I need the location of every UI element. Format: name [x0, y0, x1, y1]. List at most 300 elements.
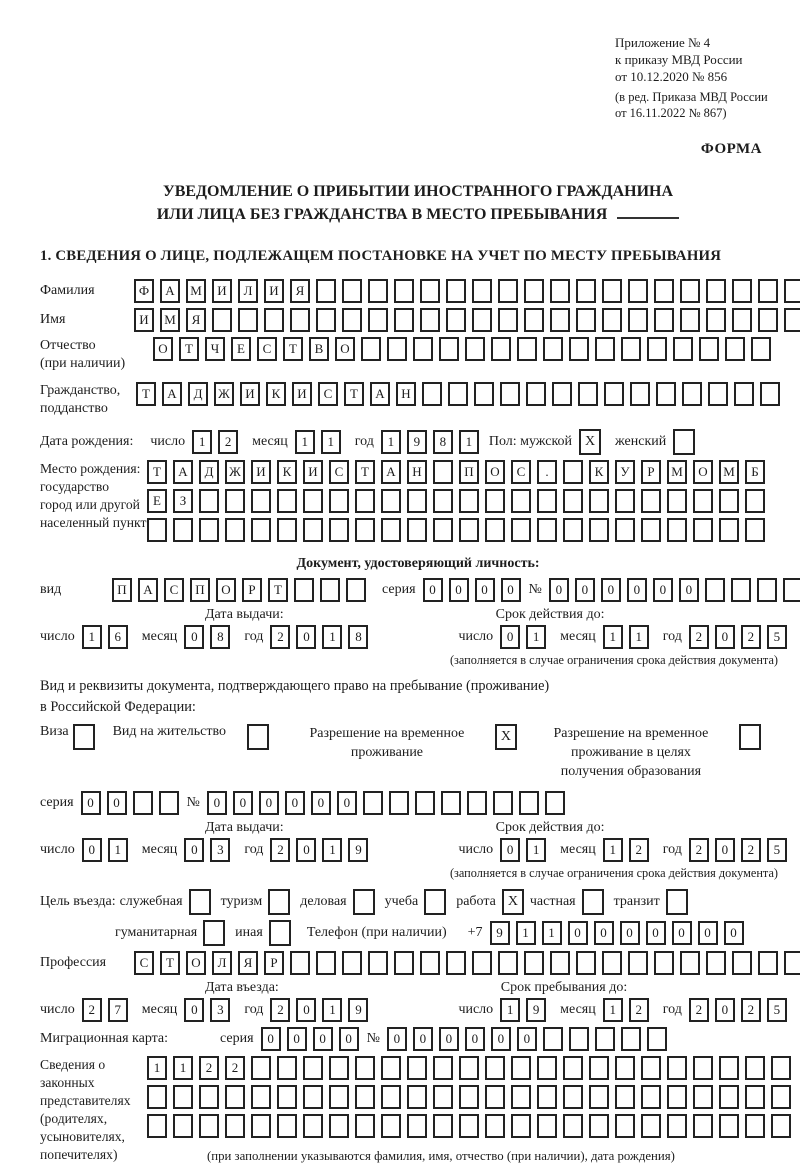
char-cell[interactable]: А [138, 578, 158, 602]
char-cell[interactable] [758, 308, 778, 332]
char-cell[interactable]: Л [238, 279, 258, 303]
char-cell[interactable]: 2 [629, 838, 649, 862]
char-cell[interactable]: 0 [184, 838, 204, 862]
char-cell[interactable] [511, 1114, 531, 1138]
char-cell[interactable]: 5 [767, 838, 787, 862]
char-cell[interactable] [699, 337, 719, 361]
char-cell[interactable] [465, 337, 485, 361]
char-cell[interactable]: 1 [108, 838, 128, 862]
char-cell[interactable]: 0 [594, 921, 614, 945]
char-cell[interactable] [693, 1056, 713, 1080]
char-cell[interactable] [667, 489, 687, 513]
char-cell[interactable] [277, 518, 297, 542]
char-cell[interactable] [751, 337, 771, 361]
char-cell[interactable] [589, 518, 609, 542]
purpose-official-checkbox[interactable] [189, 889, 211, 915]
char-cell[interactable]: С [164, 578, 184, 602]
char-cell[interactable]: 2 [270, 625, 290, 649]
char-cell[interactable]: 0 [501, 578, 521, 602]
char-cell[interactable]: С [318, 382, 338, 406]
char-cell[interactable] [433, 489, 453, 513]
char-cell[interactable]: И [240, 382, 260, 406]
char-cell[interactable] [537, 489, 557, 513]
char-cell[interactable] [303, 1085, 323, 1109]
char-cell[interactable] [329, 489, 349, 513]
char-cell[interactable]: З [173, 489, 193, 513]
char-cell[interactable] [656, 382, 676, 406]
char-cell[interactable] [407, 489, 427, 513]
char-cell[interactable] [355, 518, 375, 542]
char-cell[interactable]: И [212, 279, 232, 303]
char-cell[interactable] [500, 382, 520, 406]
char-cell[interactable]: Е [147, 489, 167, 513]
char-cell[interactable] [498, 279, 518, 303]
char-cell[interactable] [446, 951, 466, 975]
char-cell[interactable] [316, 308, 336, 332]
purpose-humanitarian-checkbox[interactable] [203, 920, 225, 946]
char-cell[interactable] [552, 382, 572, 406]
char-cell[interactable]: К [589, 460, 609, 484]
char-cell[interactable] [472, 308, 492, 332]
char-cell[interactable]: О [693, 460, 713, 484]
char-cell[interactable]: Т [268, 578, 288, 602]
char-cell[interactable] [628, 279, 648, 303]
char-cell[interactable] [491, 337, 511, 361]
char-cell[interactable] [758, 951, 778, 975]
char-cell[interactable]: 1 [192, 430, 212, 454]
char-cell[interactable] [251, 1114, 271, 1138]
char-cell[interactable]: 0 [715, 625, 735, 649]
char-cell[interactable]: 2 [199, 1056, 219, 1080]
char-cell[interactable]: 5 [767, 998, 787, 1022]
char-cell[interactable] [732, 279, 752, 303]
char-cell[interactable]: А [370, 382, 390, 406]
char-cell[interactable]: С [511, 460, 531, 484]
char-cell[interactable] [433, 1114, 453, 1138]
char-cell[interactable]: Ж [225, 460, 245, 484]
char-cell[interactable] [277, 489, 297, 513]
char-cell[interactable]: А [162, 382, 182, 406]
char-cell[interactable] [420, 951, 440, 975]
char-cell[interactable] [433, 1085, 453, 1109]
char-cell[interactable] [159, 791, 179, 815]
form-number-blank[interactable] [617, 203, 679, 219]
char-cell[interactable]: Т [283, 337, 303, 361]
char-cell[interactable] [264, 308, 284, 332]
char-cell[interactable] [199, 1114, 219, 1138]
char-cell[interactable]: Д [199, 460, 219, 484]
char-cell[interactable]: Ж [214, 382, 234, 406]
char-cell[interactable]: 0 [500, 838, 520, 862]
char-cell[interactable] [251, 1056, 271, 1080]
char-cell[interactable]: 1 [500, 998, 520, 1022]
char-cell[interactable] [526, 382, 546, 406]
char-cell[interactable] [251, 489, 271, 513]
char-cell[interactable] [719, 489, 739, 513]
char-cell[interactable]: П [459, 460, 479, 484]
char-cell[interactable]: 9 [407, 430, 427, 454]
char-cell[interactable] [467, 791, 487, 815]
char-cell[interactable] [667, 518, 687, 542]
char-cell[interactable] [628, 308, 648, 332]
char-cell[interactable]: 0 [646, 921, 666, 945]
char-cell[interactable]: И [303, 460, 323, 484]
char-cell[interactable]: 8 [210, 625, 230, 649]
char-cell[interactable] [290, 951, 310, 975]
char-cell[interactable]: И [134, 308, 154, 332]
char-cell[interactable] [441, 791, 461, 815]
char-cell[interactable] [595, 337, 615, 361]
char-cell[interactable] [693, 518, 713, 542]
char-cell[interactable]: 0 [715, 998, 735, 1022]
char-cell[interactable] [446, 279, 466, 303]
char-cell[interactable] [199, 489, 219, 513]
char-cell[interactable] [394, 308, 414, 332]
char-cell[interactable]: 9 [348, 838, 368, 862]
char-cell[interactable] [654, 951, 674, 975]
char-cell[interactable] [147, 518, 167, 542]
char-cell[interactable]: 0 [568, 921, 588, 945]
char-cell[interactable] [394, 279, 414, 303]
char-cell[interactable] [680, 951, 700, 975]
char-cell[interactable] [225, 1085, 245, 1109]
char-cell[interactable] [719, 1114, 739, 1138]
char-cell[interactable]: 5 [767, 625, 787, 649]
char-cell[interactable] [731, 578, 751, 602]
char-cell[interactable] [615, 518, 635, 542]
char-cell[interactable] [589, 1056, 609, 1080]
char-cell[interactable]: 0 [82, 838, 102, 862]
char-cell[interactable] [316, 279, 336, 303]
char-cell[interactable] [550, 951, 570, 975]
char-cell[interactable]: У [615, 460, 635, 484]
char-cell[interactable] [524, 308, 544, 332]
char-cell[interactable] [734, 382, 754, 406]
char-cell[interactable] [407, 518, 427, 542]
char-cell[interactable] [277, 1114, 297, 1138]
char-cell[interactable]: 1 [459, 430, 479, 454]
char-cell[interactable]: 9 [526, 998, 546, 1022]
char-cell[interactable] [569, 337, 589, 361]
char-cell[interactable]: Я [238, 951, 258, 975]
char-cell[interactable] [732, 308, 752, 332]
char-cell[interactable]: 2 [629, 998, 649, 1022]
char-cell[interactable] [771, 1114, 791, 1138]
char-cell[interactable] [550, 308, 570, 332]
char-cell[interactable] [682, 382, 702, 406]
char-cell[interactable]: 0 [311, 791, 331, 815]
char-cell[interactable] [415, 791, 435, 815]
char-cell[interactable] [474, 382, 494, 406]
char-cell[interactable] [147, 1114, 167, 1138]
char-cell[interactable]: 0 [491, 1027, 511, 1051]
char-cell[interactable] [719, 1085, 739, 1109]
char-cell[interactable] [757, 578, 777, 602]
char-cell[interactable] [615, 489, 635, 513]
char-cell[interactable] [543, 1027, 563, 1051]
char-cell[interactable] [621, 337, 641, 361]
char-cell[interactable] [745, 518, 765, 542]
char-cell[interactable] [485, 1114, 505, 1138]
char-cell[interactable]: 1 [295, 430, 315, 454]
char-cell[interactable] [459, 1114, 479, 1138]
char-cell[interactable]: Т [136, 382, 156, 406]
char-cell[interactable] [706, 951, 726, 975]
char-cell[interactable]: 0 [517, 1027, 537, 1051]
char-cell[interactable] [576, 308, 596, 332]
char-cell[interactable]: Ч [205, 337, 225, 361]
char-cell[interactable]: Т [160, 951, 180, 975]
char-cell[interactable] [381, 518, 401, 542]
char-cell[interactable] [394, 951, 414, 975]
char-cell[interactable]: 2 [225, 1056, 245, 1080]
char-cell[interactable]: 0 [337, 791, 357, 815]
char-cell[interactable]: 2 [741, 838, 761, 862]
char-cell[interactable]: 2 [689, 838, 709, 862]
char-cell[interactable] [485, 518, 505, 542]
char-cell[interactable] [472, 279, 492, 303]
char-cell[interactable] [545, 791, 565, 815]
char-cell[interactable] [368, 308, 388, 332]
char-cell[interactable] [641, 518, 661, 542]
char-cell[interactable]: Н [407, 460, 427, 484]
char-cell[interactable] [576, 951, 596, 975]
char-cell[interactable] [604, 382, 624, 406]
char-cell[interactable]: 0 [549, 578, 569, 602]
char-cell[interactable] [693, 489, 713, 513]
char-cell[interactable] [615, 1114, 635, 1138]
char-cell[interactable] [511, 489, 531, 513]
char-cell[interactable]: 0 [296, 998, 316, 1022]
char-cell[interactable]: 0 [313, 1027, 333, 1051]
char-cell[interactable] [433, 518, 453, 542]
char-cell[interactable] [602, 308, 622, 332]
char-cell[interactable]: 8 [433, 430, 453, 454]
char-cell[interactable] [446, 308, 466, 332]
char-cell[interactable] [493, 791, 513, 815]
char-cell[interactable]: 0 [475, 578, 495, 602]
char-cell[interactable] [745, 1085, 765, 1109]
char-cell[interactable] [706, 308, 726, 332]
char-cell[interactable]: 1 [147, 1056, 167, 1080]
char-cell[interactable]: 1 [603, 838, 623, 862]
char-cell[interactable]: 2 [689, 998, 709, 1022]
char-cell[interactable] [519, 791, 539, 815]
char-cell[interactable] [524, 951, 544, 975]
char-cell[interactable] [459, 1085, 479, 1109]
char-cell[interactable] [459, 1056, 479, 1080]
char-cell[interactable] [771, 1056, 791, 1080]
char-cell[interactable]: 2 [218, 430, 238, 454]
char-cell[interactable]: С [134, 951, 154, 975]
edu-permit-checkbox[interactable] [739, 724, 761, 750]
char-cell[interactable]: С [257, 337, 277, 361]
char-cell[interactable] [363, 791, 383, 815]
char-cell[interactable] [277, 1085, 297, 1109]
char-cell[interactable] [680, 279, 700, 303]
char-cell[interactable]: 1 [542, 921, 562, 945]
char-cell[interactable] [294, 578, 314, 602]
char-cell[interactable] [413, 337, 433, 361]
char-cell[interactable] [303, 1114, 323, 1138]
char-cell[interactable]: 2 [741, 998, 761, 1022]
char-cell[interactable]: 1 [603, 625, 623, 649]
char-cell[interactable] [628, 951, 648, 975]
char-cell[interactable]: 0 [285, 791, 305, 815]
char-cell[interactable]: 1 [321, 430, 341, 454]
char-cell[interactable] [630, 382, 650, 406]
char-cell[interactable]: 0 [698, 921, 718, 945]
char-cell[interactable] [705, 578, 725, 602]
char-cell[interactable] [563, 1114, 583, 1138]
char-cell[interactable]: 0 [339, 1027, 359, 1051]
char-cell[interactable] [693, 1085, 713, 1109]
char-cell[interactable] [667, 1056, 687, 1080]
char-cell[interactable] [439, 337, 459, 361]
char-cell[interactable] [133, 791, 153, 815]
char-cell[interactable]: И [264, 279, 284, 303]
sex-male-checkbox[interactable]: X [579, 429, 601, 455]
char-cell[interactable] [745, 1056, 765, 1080]
char-cell[interactable]: 1 [322, 838, 342, 862]
char-cell[interactable]: О [216, 578, 236, 602]
char-cell[interactable] [303, 518, 323, 542]
char-cell[interactable]: О [153, 337, 173, 361]
char-cell[interactable] [654, 279, 674, 303]
char-cell[interactable] [758, 279, 778, 303]
char-cell[interactable]: 0 [465, 1027, 485, 1051]
char-cell[interactable] [621, 1027, 641, 1051]
char-cell[interactable] [589, 489, 609, 513]
char-cell[interactable]: Р [242, 578, 262, 602]
char-cell[interactable]: 0 [107, 791, 127, 815]
char-cell[interactable] [693, 1114, 713, 1138]
char-cell[interactable]: 0 [423, 578, 443, 602]
char-cell[interactable]: Ф [134, 279, 154, 303]
char-cell[interactable] [641, 1114, 661, 1138]
char-cell[interactable]: 1 [526, 625, 546, 649]
char-cell[interactable] [199, 1085, 219, 1109]
char-cell[interactable]: 0 [715, 838, 735, 862]
char-cell[interactable]: П [190, 578, 210, 602]
purpose-business-checkbox[interactable] [353, 889, 375, 915]
char-cell[interactable]: 1 [603, 998, 623, 1022]
char-cell[interactable] [329, 1085, 349, 1109]
purpose-other-checkbox[interactable] [269, 920, 291, 946]
char-cell[interactable]: 0 [184, 998, 204, 1022]
residence-permit-checkbox[interactable] [247, 724, 269, 750]
char-cell[interactable]: 0 [620, 921, 640, 945]
char-cell[interactable] [212, 308, 232, 332]
char-cell[interactable]: А [381, 460, 401, 484]
char-cell[interactable] [368, 279, 388, 303]
char-cell[interactable] [329, 1114, 349, 1138]
char-cell[interactable]: 1 [173, 1056, 193, 1080]
char-cell[interactable] [381, 1085, 401, 1109]
char-cell[interactable] [355, 1085, 375, 1109]
char-cell[interactable]: 0 [81, 791, 101, 815]
char-cell[interactable]: Т [355, 460, 375, 484]
char-cell[interactable] [706, 279, 726, 303]
char-cell[interactable] [381, 1056, 401, 1080]
char-cell[interactable] [238, 308, 258, 332]
char-cell[interactable]: Л [212, 951, 232, 975]
char-cell[interactable] [578, 382, 598, 406]
char-cell[interactable]: 0 [439, 1027, 459, 1051]
char-cell[interactable] [784, 951, 800, 975]
char-cell[interactable] [641, 1056, 661, 1080]
char-cell[interactable]: 0 [184, 625, 204, 649]
char-cell[interactable]: 0 [653, 578, 673, 602]
char-cell[interactable] [459, 518, 479, 542]
char-cell[interactable] [654, 308, 674, 332]
char-cell[interactable]: М [719, 460, 739, 484]
char-cell[interactable]: Я [186, 308, 206, 332]
char-cell[interactable]: С [329, 460, 349, 484]
char-cell[interactable]: 0 [296, 838, 316, 862]
char-cell[interactable]: 1 [381, 430, 401, 454]
char-cell[interactable] [225, 489, 245, 513]
char-cell[interactable]: 0 [679, 578, 699, 602]
char-cell[interactable]: 1 [82, 625, 102, 649]
char-cell[interactable] [589, 1114, 609, 1138]
char-cell[interactable]: 0 [627, 578, 647, 602]
char-cell[interactable]: Т [344, 382, 364, 406]
char-cell[interactable] [641, 1085, 661, 1109]
char-cell[interactable] [420, 279, 440, 303]
char-cell[interactable] [719, 1056, 739, 1080]
char-cell[interactable] [647, 337, 667, 361]
char-cell[interactable]: 1 [322, 998, 342, 1022]
char-cell[interactable]: О [485, 460, 505, 484]
char-cell[interactable]: 2 [270, 838, 290, 862]
char-cell[interactable] [485, 1056, 505, 1080]
char-cell[interactable]: 0 [287, 1027, 307, 1051]
char-cell[interactable] [641, 489, 661, 513]
char-cell[interactable]: 0 [233, 791, 253, 815]
char-cell[interactable] [355, 1056, 375, 1080]
char-cell[interactable] [783, 578, 800, 602]
char-cell[interactable]: Д [188, 382, 208, 406]
purpose-tourism-checkbox[interactable] [268, 889, 290, 915]
char-cell[interactable] [290, 308, 310, 332]
char-cell[interactable] [673, 337, 693, 361]
char-cell[interactable] [368, 951, 388, 975]
char-cell[interactable]: 1 [516, 921, 536, 945]
char-cell[interactable] [225, 518, 245, 542]
char-cell[interactable]: И [251, 460, 271, 484]
purpose-transit-checkbox[interactable] [666, 889, 688, 915]
char-cell[interactable] [524, 279, 544, 303]
char-cell[interactable] [320, 578, 340, 602]
char-cell[interactable]: Р [641, 460, 661, 484]
sex-female-checkbox[interactable] [673, 429, 695, 455]
char-cell[interactable] [537, 1085, 557, 1109]
purpose-work-checkbox[interactable]: X [502, 889, 524, 915]
char-cell[interactable]: О [335, 337, 355, 361]
char-cell[interactable] [550, 279, 570, 303]
char-cell[interactable] [407, 1085, 427, 1109]
char-cell[interactable]: Я [290, 279, 310, 303]
char-cell[interactable] [387, 337, 407, 361]
char-cell[interactable]: 1 [322, 625, 342, 649]
char-cell[interactable] [277, 1056, 297, 1080]
char-cell[interactable] [667, 1114, 687, 1138]
char-cell[interactable]: М [667, 460, 687, 484]
char-cell[interactable] [563, 1056, 583, 1080]
char-cell[interactable] [615, 1056, 635, 1080]
char-cell[interactable]: 9 [348, 998, 368, 1022]
